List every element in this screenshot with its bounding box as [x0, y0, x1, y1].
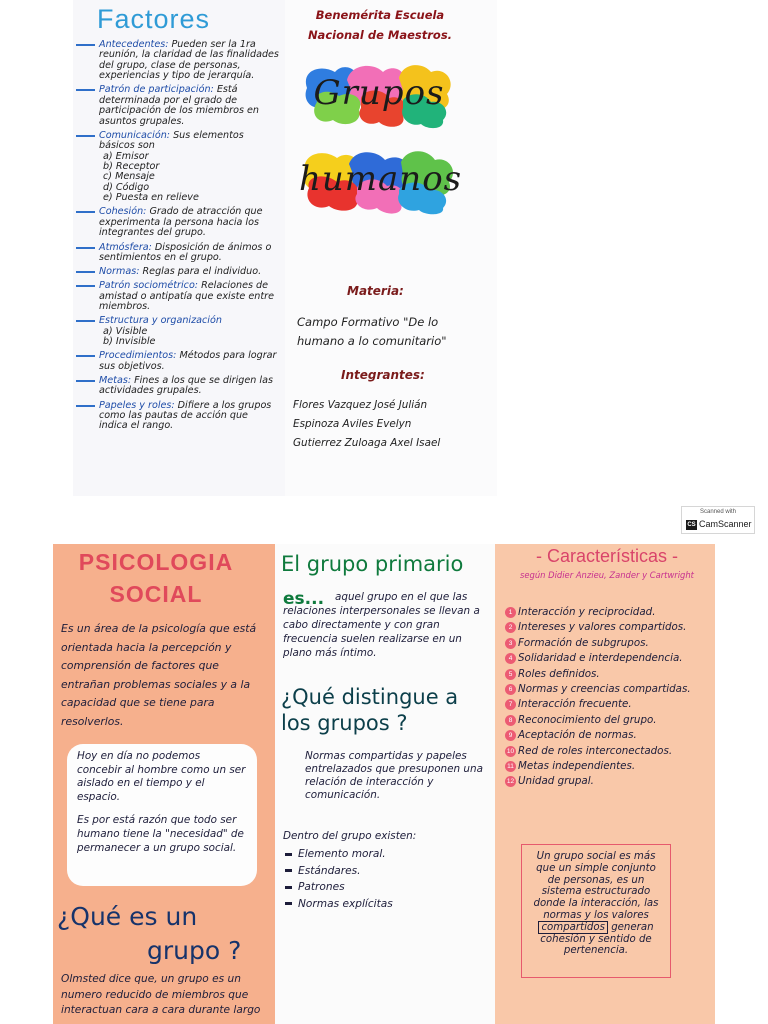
number-badge-icon: 5: [505, 669, 516, 680]
caracteristica-text: Solidaridad e interdependencia.: [518, 652, 683, 665]
camscanner-watermark: [681, 506, 755, 534]
dash-bullet-icon: [76, 320, 95, 322]
title-word-1: Grupos: [313, 73, 445, 113]
caracteristicas-title: - Características -: [535, 546, 679, 566]
number-badge-icon: 4: [505, 653, 516, 664]
caracteristica-text: Metas independientes.: [518, 759, 636, 772]
factor-item: [73, 207, 279, 238]
factor-heading: Metas:: [99, 374, 132, 386]
factor-text: Difiere a los grupos como las pautas de acción que indica el rango.: [99, 399, 272, 432]
list-item: Estándares.: [285, 863, 393, 880]
factor-subitem: d) Código: [103, 181, 150, 193]
olmsted-definition: Olmsted dice que, un grupo es un numero reducido de miembros que interactuan cara a cara durante largo: [61, 973, 261, 1016]
factor-heading: Comunicación:: [99, 129, 171, 141]
list-item: Elemento moral.: [285, 846, 393, 863]
integrantes-heading: Integrantes:: [341, 368, 425, 382]
title-blob-humanos: [299, 144, 463, 216]
grupo-social-summary-box: [521, 844, 671, 978]
grupo-primario-panel: [275, 544, 495, 1024]
psicologia-panel: [53, 544, 275, 1024]
grupo-primario-title: El grupo primario: [281, 552, 464, 576]
caracteristica-item: [505, 760, 713, 773]
school-line-1: Benemérita Escuela: [315, 8, 445, 22]
camscanner-brand: CamScanner: [699, 519, 752, 529]
factor-text: Fines a los que se dirigen las actividades grupales.: [99, 374, 273, 397]
factor-text: Grado de atracción que experimenta la persona hacia los integrantes del grupo.: [99, 206, 263, 239]
bullet-icon: [285, 869, 292, 872]
school-name: [295, 5, 465, 45]
factor-text: Disposición de ánimos o sentimientos en el grupo.: [99, 241, 272, 263]
caracteristicas-subtitle: según Didier Anzieu, Zander y Cartwright: [520, 570, 694, 580]
factor-item: [73, 376, 279, 397]
dash-bullet-icon: [76, 211, 95, 213]
factor-subitem: e) Puesta en relieve: [103, 192, 199, 204]
caracteristica-item: [505, 729, 713, 742]
factor-text: Reglas para el individuo.: [139, 266, 262, 278]
number-badge-icon: 3: [505, 638, 516, 649]
caracteristica-item: [505, 775, 713, 788]
bullet-icon: [285, 902, 292, 905]
number-badge-icon: 11: [505, 761, 516, 772]
number-badge-icon: 8: [505, 715, 516, 726]
caracteristica-text: Interacción y reciprocidad.: [518, 606, 656, 618]
bullet-icon: [285, 886, 292, 889]
caracteristica-item: [505, 683, 713, 696]
factor-subitem: a) Emisor: [103, 150, 149, 162]
psicologia-title-line-1: PSICOLOGIA: [78, 549, 234, 575]
factor-item: [73, 316, 279, 347]
factor-item: [73, 401, 279, 432]
caracteristica-item: [505, 668, 713, 681]
caracteristica-item: [505, 637, 713, 650]
factor-text: Métodos para lograr sus objetivos.: [99, 350, 277, 372]
factor-item: [73, 351, 279, 372]
materia-heading: Materia:: [347, 284, 404, 298]
bullet-icon: [285, 853, 292, 856]
number-badge-icon: 12: [506, 778, 515, 786]
factor-text: Está determinada por el grado de participación de los miembros en asuntos grupales.: [99, 84, 260, 127]
caracteristica-item: [505, 698, 713, 711]
camscanner-logo-icon: CS: [687, 522, 696, 528]
highlighted-word: compartidos: [538, 921, 608, 934]
integrante-name: Gutierrez Zuloaga Axel Isael: [293, 437, 441, 449]
dash-bullet-icon: [76, 44, 95, 46]
materia-text: Campo Formativo "De lo humano a lo comunitario": [297, 315, 447, 348]
caracteristica-item: [505, 652, 713, 665]
integrantes-list: [293, 396, 493, 453]
factor-text: Sus elementos básicos son: [99, 129, 244, 152]
caracteristica-text: Unidad grupal.: [518, 775, 594, 788]
question-line-1: ¿Qué es un: [57, 902, 198, 931]
factor-heading: Estructura y organización: [99, 315, 222, 327]
psicologia-definition: Es un área de la psicología que está orientada hacia la percepción y comprensión de factores que entrañan problemas sociales y a la capacidad que se tiene para resolverlos.: [61, 622, 257, 728]
list-item: Normas explícitas: [285, 896, 393, 913]
factor-item: [73, 243, 279, 264]
caracteristica-item: [505, 714, 713, 727]
caracteristica-item: [505, 621, 713, 634]
factor-heading: Papeles y roles:: [99, 399, 175, 411]
factor-subitem: c) Mensaje: [103, 171, 155, 183]
dentro-del-grupo-text: Dentro del grupo existen:: [283, 830, 417, 842]
factor-heading: Normas:: [99, 266, 140, 278]
title-word-2: humanos: [299, 159, 463, 199]
dash-bullet-icon: [76, 285, 95, 287]
grupo-primario-definition: aquel grupo en el que las relaciones interpersonales se llevan a cabo directamente y con gran frecuencia suelen realizarse en un plano más íntimo.: [283, 591, 480, 659]
caracteristica-text: Red de roles interconectados.: [518, 744, 673, 757]
caracteristica-text: Reconocimiento del grupo.: [518, 713, 657, 726]
number-badge-icon: 10: [506, 747, 515, 755]
caracteristica-text: Intereses y valores compartidos.: [518, 621, 687, 634]
dash-bullet-icon: [76, 247, 95, 249]
caracteristica-text: Roles definidos.: [518, 667, 600, 680]
factores-title: Factores: [97, 4, 211, 34]
cover-panel: [285, 0, 497, 496]
factor-heading: Atmósfera:: [99, 241, 152, 253]
caracteristicas-panel: [495, 544, 715, 1024]
psicologia-title-line-2: SOCIAL: [109, 581, 203, 607]
caracteristica-text: Formación de subgrupos.: [518, 636, 649, 649]
factor-text: Relaciones de amistad o antipatía que existe entre miembros.: [99, 280, 274, 313]
integrante-name: Espinoza Aviles Evelyn: [293, 418, 412, 430]
psicologia-title: [71, 546, 241, 610]
factor-heading: Procedimientos:: [99, 350, 177, 362]
factor-item: [73, 131, 279, 204]
factor-item: [73, 40, 279, 82]
caracteristica-item: [505, 745, 713, 758]
list-item: Patrones: [285, 879, 393, 896]
que-distingue-heading: ¿Qué distingue a los grupos ?: [281, 685, 459, 735]
caracteristica-text: Interacción frecuente.: [518, 698, 632, 711]
question-line-2: grupo ?: [147, 936, 242, 965]
number-badge-icon: 6: [505, 684, 516, 695]
dash-bullet-icon: [76, 380, 95, 382]
number-badge-icon: 1: [505, 607, 516, 618]
integrante-name: Flores Vazquez José Julián: [293, 399, 428, 411]
note-paragraph-1: Hoy en día no podemos concebir al hombre como un ser aislado en el tiempo y el espacio.: [77, 750, 246, 803]
normas-paragraph: Normas compartidas y papeles entrelazados que presuponen una relación de interacción y comunicación.: [305, 750, 483, 801]
dash-bullet-icon: [76, 355, 95, 357]
dash-bullet-icon: [76, 271, 95, 273]
factor-subitem: a) Visible: [103, 325, 148, 337]
caracteristica-text: Normas y creencias compartidas.: [518, 682, 691, 695]
psicologia-note-card: [67, 744, 257, 886]
factor-heading: Antecedentes:: [99, 39, 169, 50]
summary-text: Un grupo social es más que un simple conjunto de personas, es un sistema estructurado donde la interacción, las normas y los valores compartidos generan cohesión y sentido de pertenencia.: [533, 851, 659, 957]
note-paragraph-2: Es por está razón que todo ser humano tiene la "necesidad" de permanecer a un grupo social.: [77, 814, 244, 854]
dentro-del-grupo-list: [285, 846, 393, 912]
number-badge-icon: 2: [505, 622, 516, 633]
que-es-un-grupo-heading: [57, 900, 271, 968]
dash-bullet-icon: [76, 405, 95, 407]
factor-heading: Patrón de participación:: [99, 84, 214, 96]
dash-bullet-icon: [76, 135, 95, 137]
number-badge-icon: 9: [505, 730, 516, 741]
es-label: es...: [283, 589, 325, 609]
factores-panel: [73, 0, 285, 496]
factor-item: [73, 85, 279, 127]
dash-bullet-icon: [76, 89, 95, 91]
caracteristica-text: Aceptación de normas.: [518, 729, 637, 742]
caracteristica-item: [505, 606, 713, 619]
school-line-2: Nacional de Maestros.: [307, 28, 453, 42]
factor-heading: Patrón sociométrico:: [99, 280, 199, 292]
factor-subitem: b) Receptor: [103, 161, 160, 173]
scanned-with-text: Scanned with: [699, 509, 737, 515]
number-badge-icon: 7: [505, 699, 516, 710]
factor-item: [73, 281, 279, 312]
factores-list: [73, 40, 279, 436]
factor-text: Pueden ser la 1ra reunión, la claridad de las finalidades del grupo, clase de personas, experiencias y tipo de jerarquía.: [99, 39, 279, 82]
title-blob-grupos: [299, 58, 459, 130]
factor-item: [73, 267, 279, 277]
factor-heading: Cohesión:: [99, 206, 147, 218]
factor-subitem: b) Invisible: [103, 336, 156, 348]
caracteristicas-list: [505, 606, 713, 791]
